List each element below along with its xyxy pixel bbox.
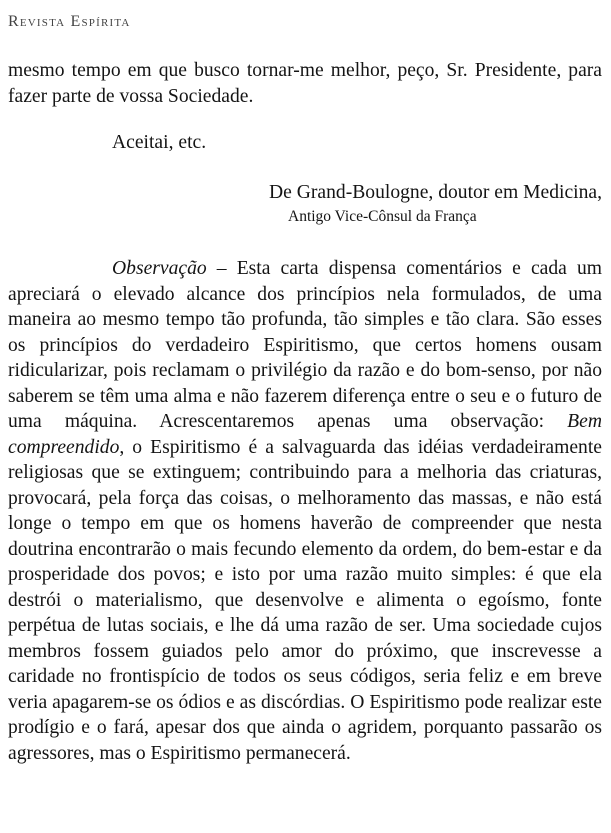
signature-name: De Grand-Boulogne, doutor em Medicina,	[268, 182, 602, 203]
observation-emphasis: Bem compreendido	[8, 411, 602, 458]
observation-text-part1: – Esta carta dispensa comentários e cada um apreciará o elevado alcance dos princípios nela formulados, de uma maneira ao mesmo tempo tão profunda, tão simples e tão clara. São esses os princípios do verdadeiro Espiritismo, que certos homens ousam ridicularizar, pois reclamam o privilégio da razão e do bom-senso, por não saberem se têm uma alma e não fazerem diferença entre o seu e o futuro de uma máquina. Acrescentaremos apenas uma observação:	[8, 258, 602, 432]
running-header: Revista Espírita	[8, 13, 131, 30]
letter-closing: Aceitai, etc.	[112, 132, 207, 153]
observation-label: Observação	[112, 258, 207, 279]
observation-paragraph	[8, 256, 602, 766]
signature-title: Antigo Vice-Cônsul da França	[288, 208, 477, 225]
observation-text-part2: , o Espiritismo é a salvaguarda das idéias verdadeiramente religiosas que se extinguem; contribuindo para a melhoria das criaturas, provocará, pela força das coisas, o melhoramento das massas, e não está longe o tempo em que os homens haverão de compreender que nesta doutrina encontrarão o mais fecundo elemento da ordem, do bem-estar e da prosperidade dos povos; e isto por uma razão muito simples: é que ela destrói o materialismo, que desenvolve e alimenta o egoísmo, fonte perpétua de lutas sociais, e lhe dá uma razão de ser. Uma sociedade cujos membros fossem guiados pelo amor do próximo, que inscrevesse a caridade no frontispício de todos os seus códigos, seria feliz e em breve veria apagarem-se os ódios e as discórdias. O Espiritismo pode realizar este prodígio e o fará, apesar dos que ainda o agridem, porquanto passarão os agressores, mas o Espiritismo permanecerá.	[8, 436, 602, 764]
letter-paragraph: mesmo tempo em que busco tornar-me melhor, peço, Sr. Presidente, para fazer parte de vossa Sociedade.	[8, 60, 602, 107]
